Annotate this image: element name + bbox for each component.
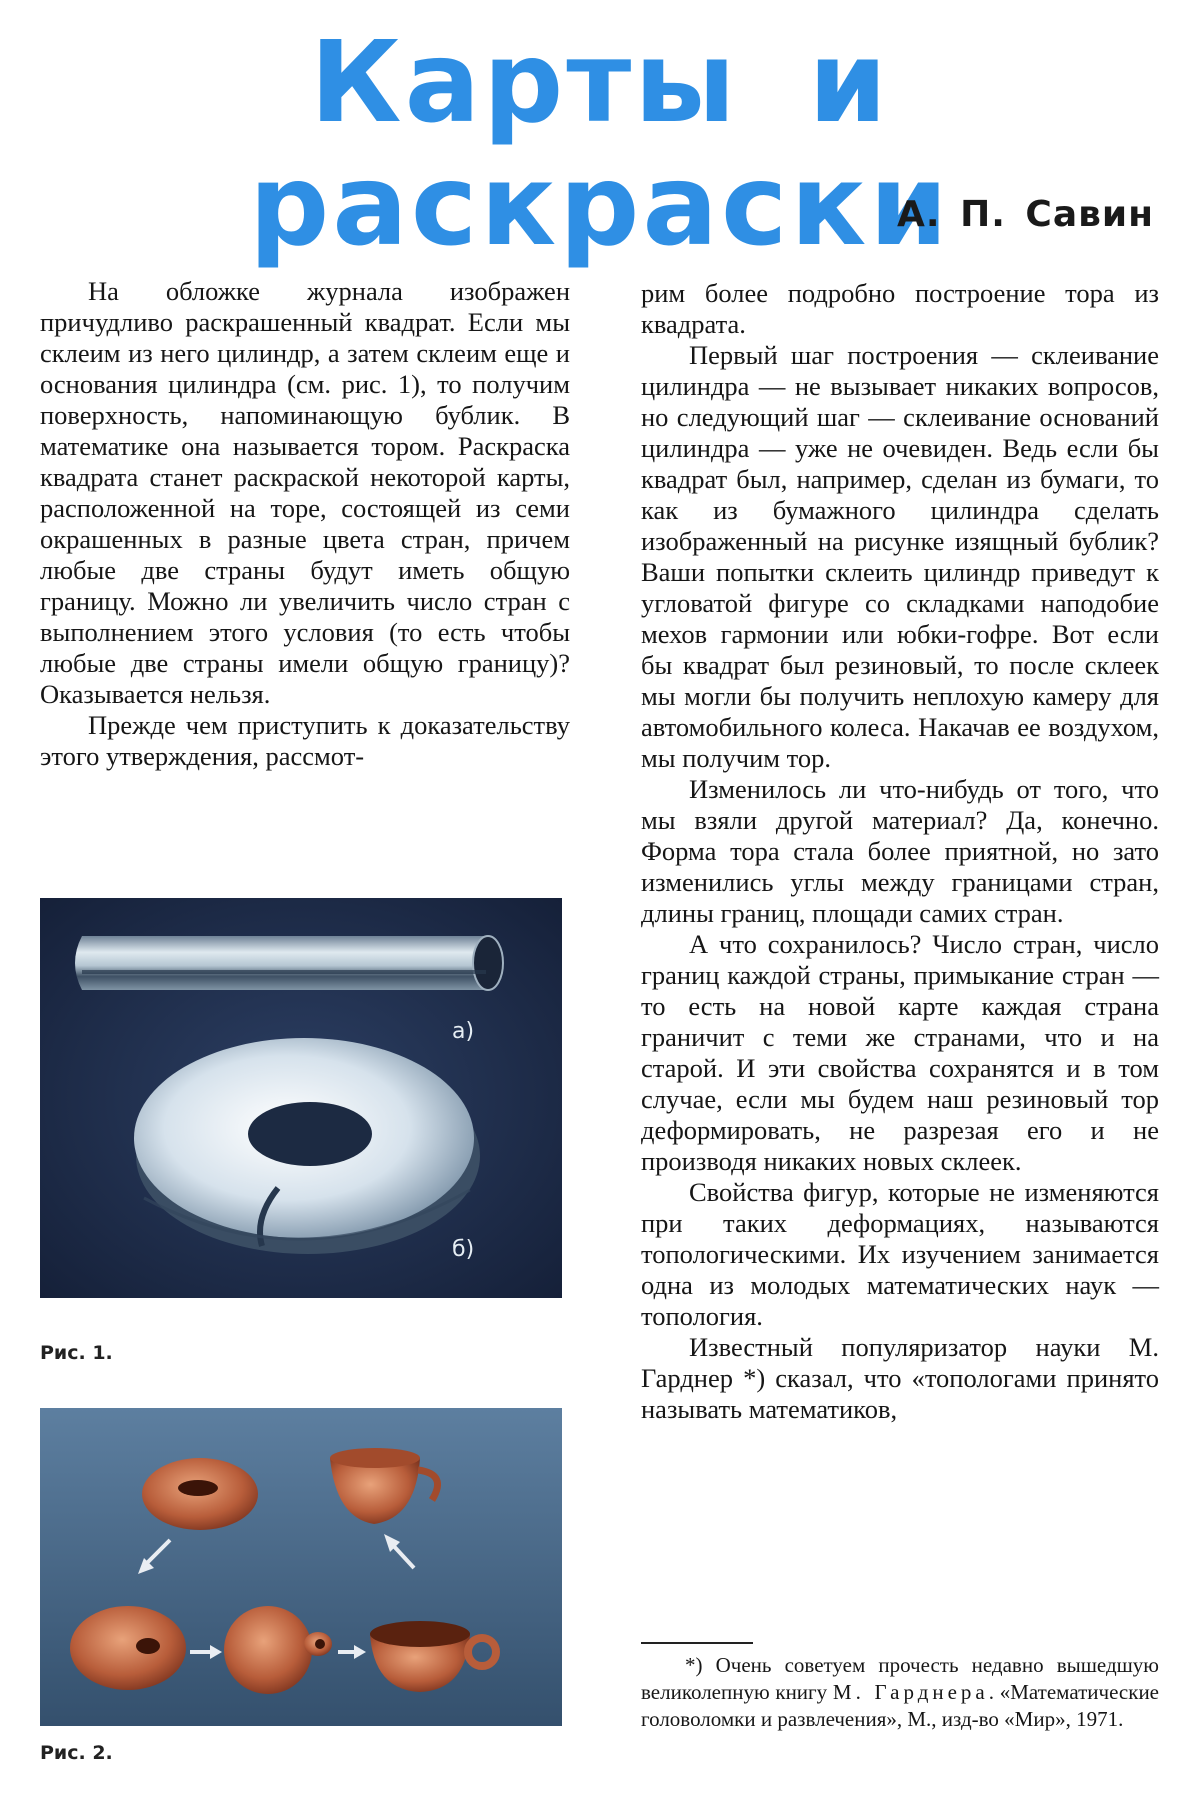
paragraph: Известный популяризатор науки М. Гарднер *) сказал, что «топологами принято называть математиков, [641,1332,1159,1424]
figure-1-cylinder-torus [40,898,562,1298]
paragraph: А что сохранилось? Число стран, число границ каждой страны, примыкание стран — то есть на новой карте каждая страна граничит с теми же странами, что и на старой. И эти свойства сохранятся и в том случае, если мы будем наш резиновый тор деформировать, не разрезая его и не производя никаких новых склеек. [641,929,1159,1176]
footnote-text: *) Очень советуем прочесть недавно вышедшую великолепную книгу [641,1653,1159,1704]
footnote-text: . «Математические головоломки и развлечения», М., изд-во «Мир», 1971. [641,1680,1160,1731]
paragraph: рим более подробно построение тора из квадрата. [641,278,1159,339]
label-b: б) [452,1237,475,1262]
paragraph: На обложке журнала изображен причудливо раскрашенный квадрат. Если мы склеим из него цилиндр, а затем склеим еще и основания цилиндра (см. рис. 1), то получим поверхность, напоминающую бублик. В математике она называется тором. Раскраска квадрата станет раскраской некоторой карты, расположенной на торе, состоящей из семи окрашенных в разные цвета стран, причем любые две страны будут иметь общую границу. Можно ли увеличить число стран с выполнением этого условия (то есть чтобы любые две страны имели общую границу)? Оказывается нельзя. [40,276,570,709]
figure-2-donut-to-cup [40,1408,562,1726]
text-column-left [40,276,570,772]
article-title: Карты и раскраски [249,18,951,272]
footnote-author: М. Гарднера [832,1680,989,1704]
cylinder-shape [75,936,497,990]
paragraph: Прежде чем приступить к доказательству этого утверждения, рассмот- [40,710,570,771]
deformed-donut-shape [70,1606,186,1690]
blob-shape [224,1606,312,1694]
paragraph: Изменилось ли что-нибудь от того, что мы взяли другой материал? Да, конечно. Форма тора стала более приятной, но зато изменились углы между границами стран, длины границ, площади самих стран. [641,774,1159,928]
paragraph: Свойства фигур, которые не изменяются при таких деформациях, называются топологическими. Их изучением занимается одна из молодых математических наук — топология. [641,1177,1159,1331]
label-a: а) [452,1019,475,1044]
figure-1-caption: Рис. 1. [40,1342,113,1364]
figure-2-caption: Рис. 2. [40,1742,113,1764]
paragraph: Первый шаг построения — склеивание цилиндра — не вызывает никаких вопросов, но следующий шаг — склеивание оснований цилиндра — уже не очевиден. Ведь если бы квадрат был, например, сделан из бумаги, то как из бумажного цилиндра сделать изображенный на рисунке изящный бублик? Ваши попытки склеить цилиндр приведут к угловатой фигуре со складками наподобие мехов гармонии или юбки-гофре. Вот если бы квадрат был резиновый, то после склеек мы могли бы получить неплохую камеру для автомобильного колеса. Накачав ее воздухом, мы получим тор. [641,340,1159,773]
text-column-right [641,278,1159,1425]
torus-hole [248,1102,372,1166]
footnote-divider [641,1642,753,1644]
figure-2-illustration [40,1408,562,1726]
author-name: А. П. Савин [897,194,1154,235]
figure-1-illustration [40,898,562,1298]
footnote [641,1652,1159,1733]
